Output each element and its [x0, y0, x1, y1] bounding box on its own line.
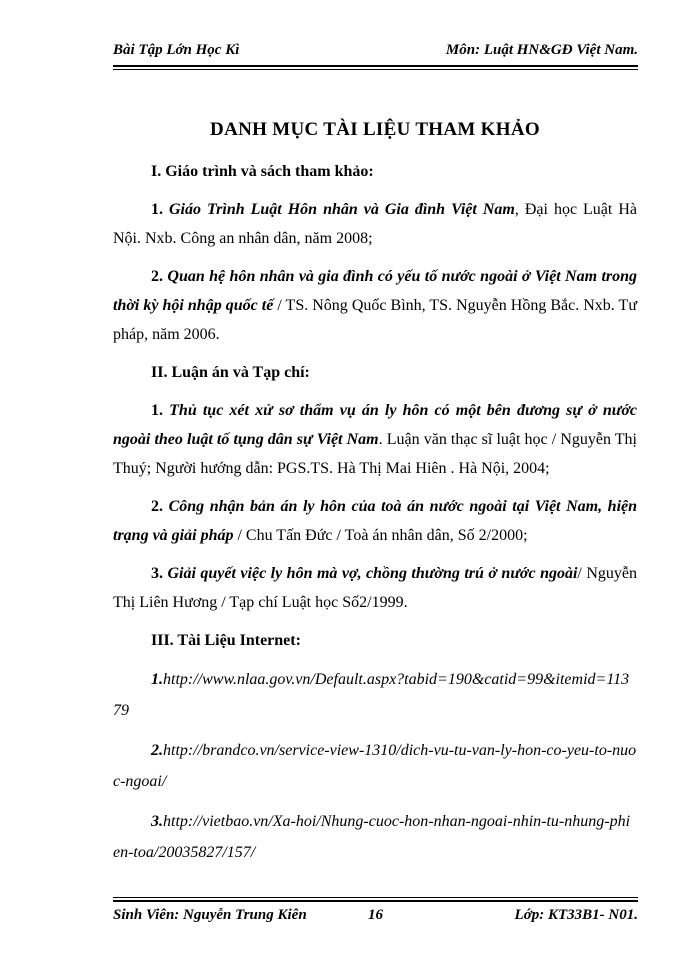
- entry-details: / TS. Nông Quốc Bình, TS. Nguyễn Hồng Bắc. Nxb. Tư pháp, năm 2006.: [113, 297, 637, 343]
- entry-title: Thủ tục xét xử sơ thẩm vụ án ly hôn có một bên đương sự ở nước ngoài theo luật tố tụng dân sự Việt Nam: [113, 402, 638, 448]
- document-body: [113, 115, 637, 877]
- link-number: 3.: [151, 813, 163, 830]
- link-number: 2.: [151, 742, 163, 759]
- entry-number: 2.: [151, 498, 163, 515]
- reference-url-link[interactable]: http://brandco.vn/service-view-1310/dich-vu-tu-van-ly-hon-co-yeu-to-nuoc-ngoai/: [113, 742, 637, 790]
- entry-title: Giải quyết việc ly hôn mà vợ, chồng thường trú ở nước ngoài: [167, 565, 578, 582]
- entry-number: 1.: [151, 201, 163, 218]
- header-course-label: Bài Tập Lớn Học Kì: [113, 42, 240, 58]
- footer-student-name: Sinh Viên: Nguyễn Trung Kiên: [113, 907, 307, 923]
- page-number: 16: [368, 907, 383, 923]
- entry-title: Quan hệ hôn nhân và gia đình có yếu tố nước ngoài ở Việt Nam trong thời kỳ hội nhập quốc tế: [113, 268, 638, 314]
- reference-entry: [113, 195, 637, 253]
- link-number: 1.: [151, 671, 163, 688]
- footer-rule-thick: [113, 900, 638, 902]
- header-subject-label: Môn: Luật HN&GĐ Việt Nam.: [445, 42, 638, 58]
- page-header: [113, 42, 638, 64]
- entry-number: 2.: [151, 268, 163, 285]
- entry-details: / Nguyễn Thị Liên Hương / Tạp chí Luật học Số2/1999.: [113, 565, 638, 611]
- reference-url-link[interactable]: http://www.nlaa.gov.vn/Default.aspx?tabid=190&catid=99&itemid=11379: [113, 671, 630, 719]
- page-footer: [113, 907, 638, 929]
- internet-reference: [113, 664, 637, 726]
- entry-number: 3.: [151, 565, 163, 582]
- entry-title: Giáo Trình Luật Hôn nhân và Gia đình Việt Nam: [169, 201, 515, 218]
- reference-entry: [113, 492, 637, 550]
- header-rule-thin: [113, 69, 638, 70]
- section-heading-textbooks: I. Giáo trình và sách tham khảo:: [151, 163, 374, 180]
- section-heading-internet: III. Tài Liệu Internet:: [151, 632, 301, 649]
- footer-rule-thin: [113, 897, 638, 898]
- entry-details: , Đại học Luật Hà Nội. Nxb. Công an nhân dân, năm 2008;: [113, 201, 638, 247]
- reference-url-link[interactable]: http://vietbao.vn/Xa-hoi/Nhung-cuoc-hon-nhan-ngoai-nhin-tu-nhung-phien-toa/20035827/157/: [113, 813, 631, 861]
- entry-title: Công nhận bản án ly hôn của toà án nước ngoài tại Việt Nam, hiện trạng và giải pháp: [113, 498, 638, 544]
- reference-entry: [113, 262, 637, 349]
- reference-entry: [113, 396, 637, 483]
- section-heading-theses: II. Luận án và Tạp chí:: [151, 364, 310, 381]
- entry-number: 1.: [151, 402, 163, 419]
- entry-details: / Chu Tấn Đức / Toà án nhân dân, Số 2/2000;: [233, 527, 528, 544]
- reference-entry: [113, 559, 637, 617]
- footer-class-code: Lớp: KT33B1- N01.: [514, 907, 638, 923]
- header-rule-thick: [113, 65, 638, 67]
- page-title: DANH MỤC TÀI LIỆU THAM KHẢO: [210, 119, 540, 140]
- entry-details: . Luận văn thạc sĩ luật học / Nguyễn Thị Thuý; Người hướng dẫn: PGS.TS. Hà Thị Mai Hiên . Hà Nội, 2004;: [113, 431, 638, 477]
- internet-reference: [113, 806, 637, 868]
- internet-reference: [113, 735, 637, 797]
